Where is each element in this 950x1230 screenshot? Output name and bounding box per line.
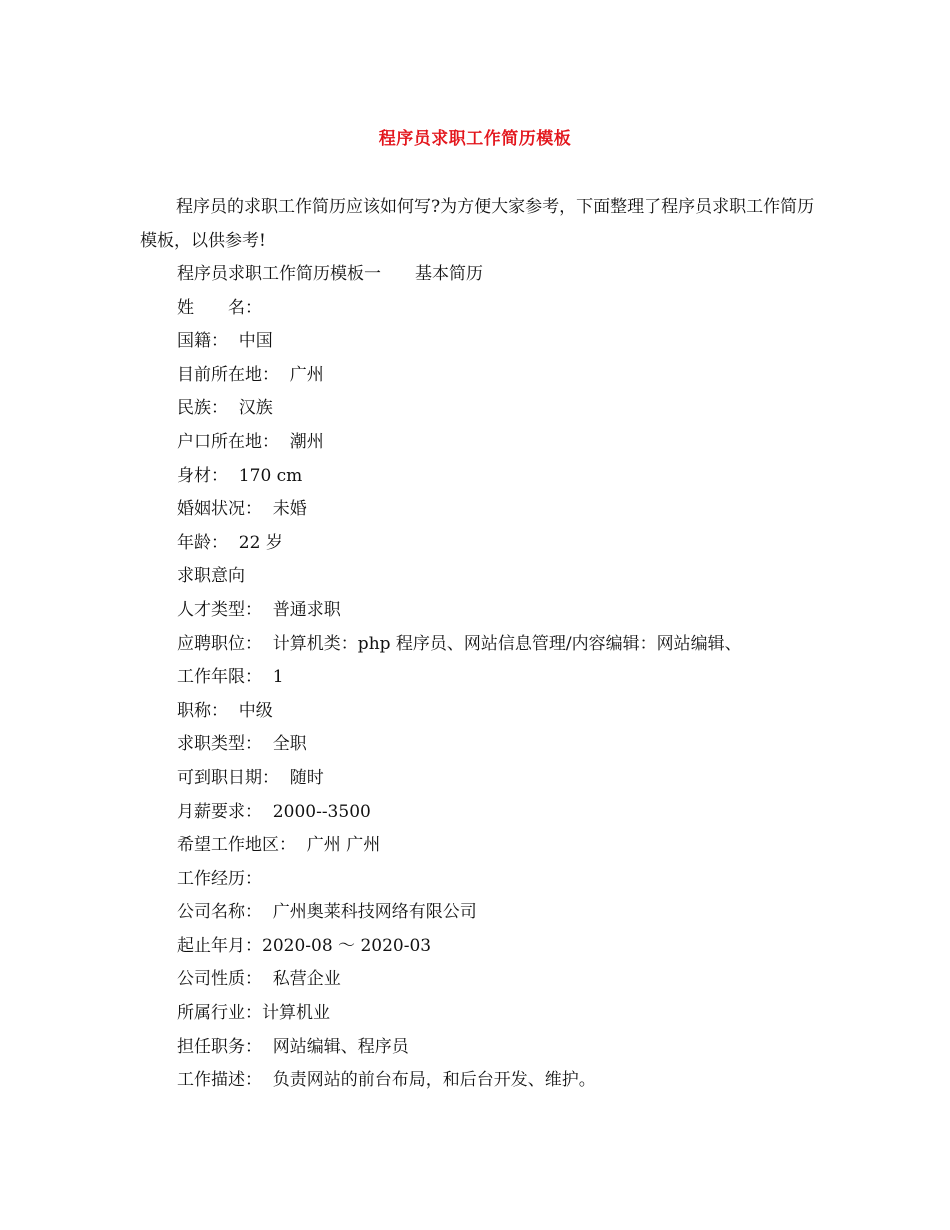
resume-line: 月薪要求： 2000--3500 [177,801,371,822]
resume-line: 求职意向 [177,566,245,587]
resume-line: 身材： 170 cm [177,465,303,486]
intro-paragraph: 程序员的求职工作简历应该如何写?为方便大家参考，下面整理了程序员求职工作简历模板，以供参考! [140,197,815,251]
resume-line: 应聘职位： 计算机类：php 程序员、网站信息管理/内容编辑：网站编辑、 [177,633,742,654]
resume-line: 所属行业：计算机业 [177,1003,330,1024]
resume-line: 国籍： 中国 [177,331,273,352]
resume-line: 姓 名： [177,297,262,318]
resume-line: 职称： 中级 [177,700,273,721]
resume-lines [177,258,877,1098]
resume-line: 可到职日期： 随时 [177,767,324,788]
resume-line: 工作经历： [177,868,262,889]
resume-line: 户口所在地： 潮州 [177,431,324,452]
resume-line: 年龄： 22 岁 [177,532,283,553]
resume-line: 目前所在地： 广州 [177,364,324,385]
resume-line: 公司名称： 广州奥莱科技网络有限公司 [177,902,477,923]
resume-line: 公司性质： 私营企业 [177,969,341,990]
resume-line: 工作年限： 1 [177,667,284,688]
resume-line: 婚姻状况： 未婚 [177,499,307,520]
resume-line: 希望工作地区： 广州 广州 [177,835,381,856]
resume-line: 担任职务： 网站编辑、程序员 [177,1036,409,1057]
resume-line: 程序员求职工作简历模板一 基本简历 [177,264,483,284]
resume-line: 民族： 汉族 [177,398,273,419]
resume-line: 人才类型： 普通求职 [177,599,341,620]
resume-line: 起止年月：2020-08 ～ 2020-03 [177,935,432,956]
document-title: 程序员求职工作简历模板 [378,129,572,149]
resume-line: 工作描述： 负责网站的前台布局，和后台开发、维护。 [177,1070,596,1091]
resume-line: 求职类型： 全职 [177,734,307,755]
